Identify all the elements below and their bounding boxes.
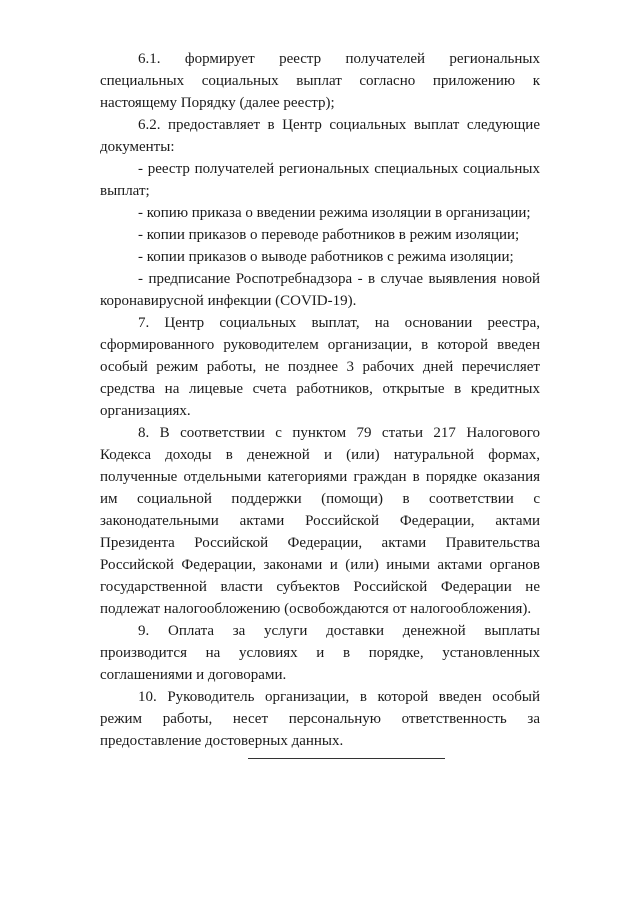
list-item: - предписание Роспотребнадзора - в случае выявления новой коронавирусной инфекции (COVID-19).: [100, 271, 540, 309]
paragraph-10: 10. Руководитель организации, в которой введен особый режим работы, несет персональную ответственность за предоставление достоверных данных.: [100, 689, 540, 749]
document-page: [100, 48, 540, 759]
paragraph-6-1: 6.1. формирует реестр получателей региональных специальных социальных выплат согласно приложению к настоящему Порядку (далее реестр);: [100, 51, 540, 111]
end-separator-line: [248, 758, 445, 759]
list-item: - реестр получателей региональных специальных социальных выплат;: [100, 161, 540, 199]
paragraph-6-2: 6.2. предоставляет в Центр социальных выплат следующие документы:: [100, 117, 540, 155]
list-item: - копию приказа о введении режима изоляции в организации;: [138, 205, 531, 221]
list-item: - копии приказов о выводе работников с режима изоляции;: [138, 249, 514, 265]
paragraph-8: 8. В соответствии с пунктом 79 статьи 217 Налогового Кодекса доходы в денежной и (или) натуральной формах, полученные отдельными категориями граждан в порядке оказания им социальной поддержки (помощи) в соответствии с законодательными актами Российской Федерации, актами Президента Российской Федерации, актами Правительства Российской Федерации, законами и (или) иными актами органов государственной власти субъектов Российской Федерации не подлежат налогообложению (освобождаются от налогообложения).: [100, 425, 540, 617]
paragraph-7: 7. Центр социальных выплат, на основании реестра, сформированного руководителем организации, в которой введен особый режим работы, не позднее 3 рабочих дней перечисляет средства на лицевые счета работников, открытые в кредитных организациях.: [100, 315, 540, 419]
paragraph-9: 9. Оплата за услуги доставки денежной выплаты производится на условиях и в порядке, установленных соглашениями и договорами.: [100, 623, 540, 683]
documents-list: [100, 158, 540, 312]
list-item: - копии приказов о переводе работников в режим изоляции;: [138, 227, 520, 243]
